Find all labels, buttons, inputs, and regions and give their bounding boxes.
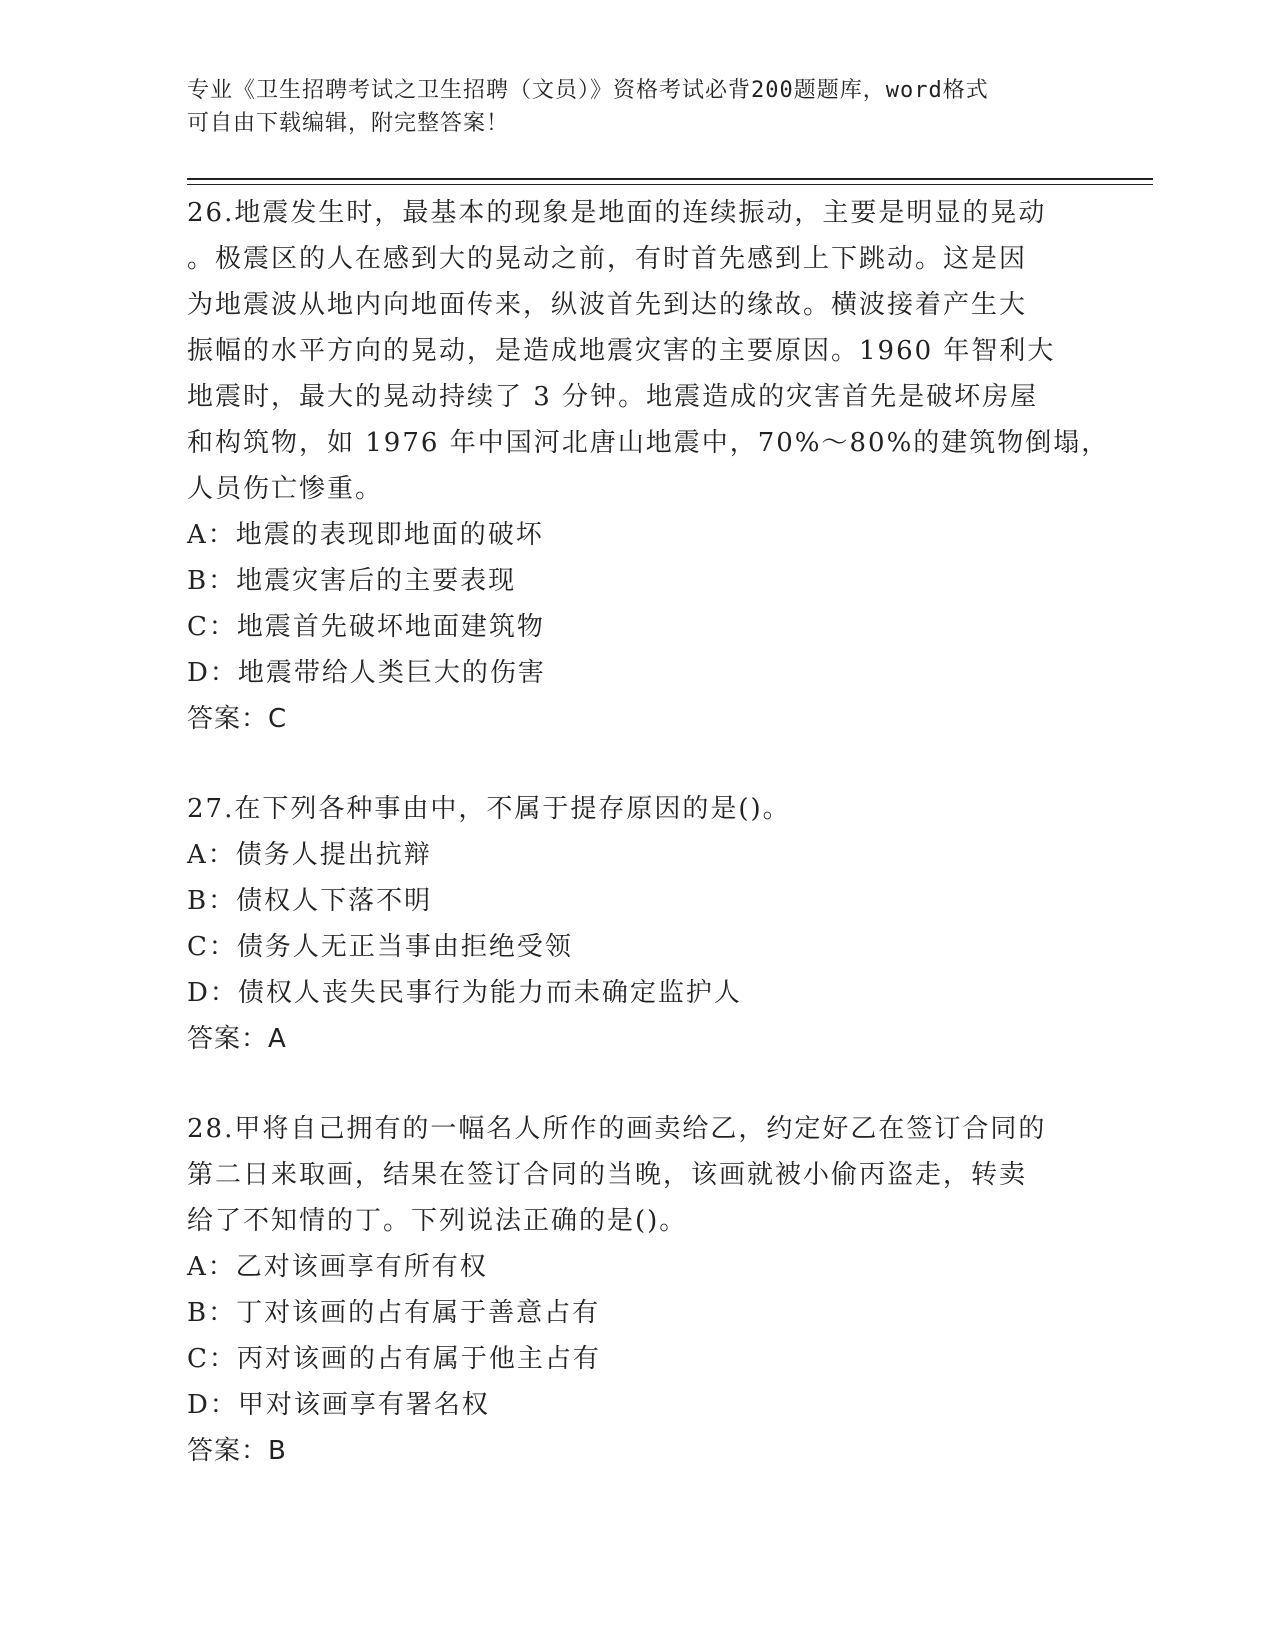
document-header xyxy=(187,74,1067,140)
question-26 xyxy=(187,190,1110,742)
question-text-line: 28.甲将自己拥有的一幅名人所作的画卖给乙，约定好乙在签订合同的 xyxy=(187,1114,1047,1144)
question-spacer xyxy=(187,1062,1087,1106)
option-b: B：债权人下落不明 xyxy=(187,886,433,916)
option-b: B：地震灾害后的主要表现 xyxy=(187,566,517,596)
header-rule-thick xyxy=(187,178,1153,180)
option-d: D：地震带给人类巨大的伤害 xyxy=(187,658,546,688)
question-text-line: 26.地震发生时，最基本的现象是地面的连续振动，主要是明显的晃动 xyxy=(187,198,1047,228)
option-c: C：丙对该画的占有属于他主占有 xyxy=(187,1344,601,1374)
question-text-line: 地震时，最大的晃动持续了 3 分钟。地震造成的灾害首先是破坏房屋 xyxy=(187,382,1039,412)
question-text-line: 为地震波从地内向地面传来，纵波首先到达的缘故。横波接着产生大 xyxy=(187,290,1028,320)
question-text-line: 给了不知情的丁。下列说法正确的是()。 xyxy=(187,1206,688,1236)
option-b: B：丁对该画的占有属于善意占有 xyxy=(187,1298,601,1328)
question-28 xyxy=(187,1106,1087,1474)
header-rule-thin xyxy=(187,184,1153,185)
question-text-line: 人员伤亡惨重。 xyxy=(187,474,384,504)
question-list xyxy=(187,190,1110,1474)
question-text-line: 和构筑物，如 1976 年中国河北唐山地震中，70%～80%的建筑物倒塌， xyxy=(187,428,1110,458)
option-d: D：债权人丧失民事行为能力而未确定监护人 xyxy=(187,978,742,1008)
question-text-line: 。极震区的人在感到大的晃动之前，有时首先感到上下跳动。这是因 xyxy=(187,244,1028,274)
option-d: D：甲对该画享有署名权 xyxy=(187,1390,490,1420)
answer-label: 答案：A xyxy=(187,1024,287,1054)
header-line-2: 可自由下载编辑，附完整答案！ xyxy=(187,111,510,136)
option-c: C：地震首先破坏地面建筑物 xyxy=(187,612,545,642)
option-a: A：债务人提出抗辩 xyxy=(187,840,432,870)
option-c: C：债务人无正当事由拒绝受领 xyxy=(187,932,573,962)
answer-label: 答案：B xyxy=(187,1436,287,1466)
question-spacer xyxy=(187,742,1087,786)
question-text-line: 振幅的水平方向的晃动，是造成地震灾害的主要原因。1960 年智利大 xyxy=(187,336,1056,366)
question-27 xyxy=(187,786,1087,1062)
option-a: A：乙对该画享有所有权 xyxy=(187,1252,488,1282)
question-text-line: 27.在下列各种事由中，不属于提存原因的是()。 xyxy=(187,794,791,824)
answer-label: 答案：C xyxy=(187,704,288,734)
question-text-line: 第二日来取画，结果在签订合同的当晚，该画就被小偷丙盗走，转卖 xyxy=(187,1160,1028,1190)
header-line-1: 专业《卫生招聘考试之卫生招聘（文员）》资格考试必背200题题库，word格式 xyxy=(187,78,989,103)
option-a: A：地震的表现即地面的破坏 xyxy=(187,520,544,550)
